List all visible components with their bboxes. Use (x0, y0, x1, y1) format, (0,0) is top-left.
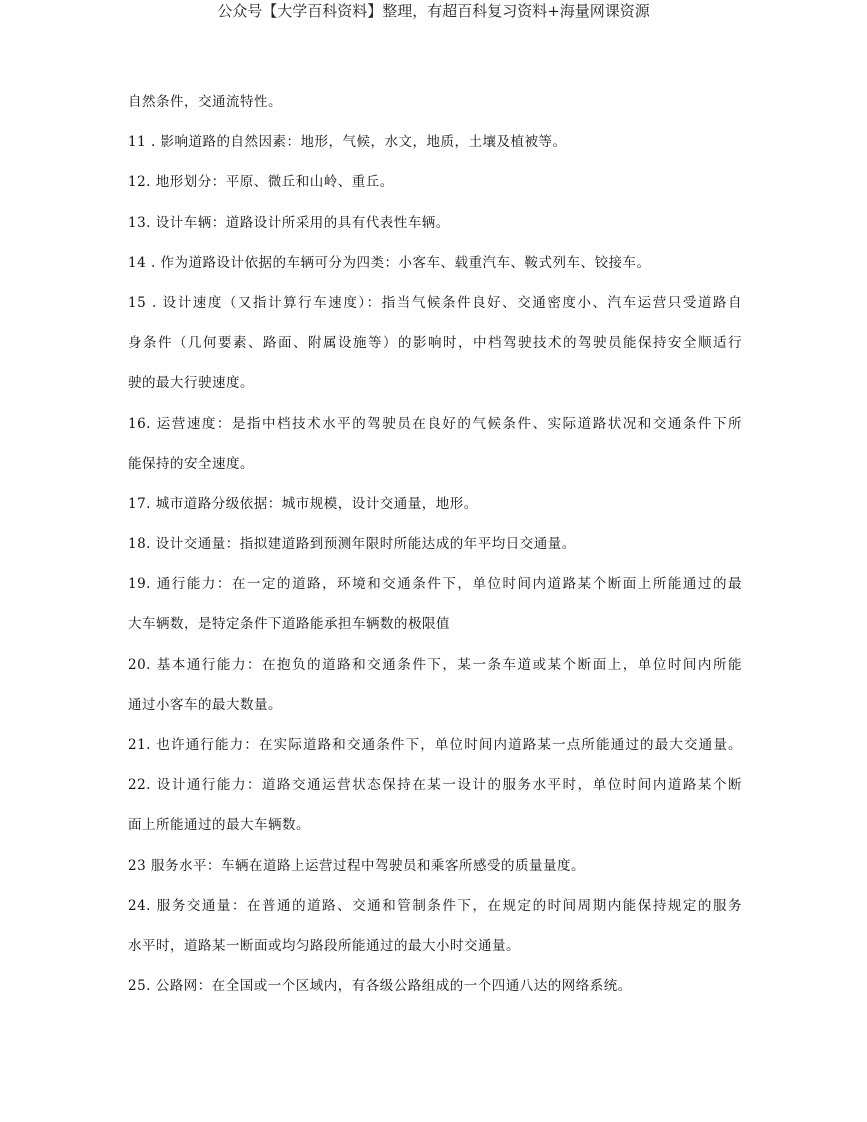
text-line: 身条件（几何要素、路面、附属设施等）的影响时，中档驾驶技术的驾驶员能保持安全顺适行 (128, 335, 742, 352)
text-line: 22. 设计通行能力：道路交通运营状态保持在某一设计的服务水平时，单位时间内道路某个断 (128, 777, 742, 794)
text-line: 11 . 影响道路的自然因素：地形，气候，水文，地质，土壤及植被等。 (128, 134, 567, 151)
text-line: 通过小客车的最大数量。 (128, 696, 282, 713)
text-line: 19. 通行能力：在一定的道路，环境和交通条件下，单位时间内道路某个断面上所能通过的最 (128, 576, 742, 593)
text-line: 能保持的安全速度。 (128, 455, 254, 472)
text-line: 大车辆数，是特定条件下道路能承担车辆数的极限值 (128, 616, 450, 633)
text-line: 面上所能通过的最大车辆数。 (128, 817, 310, 834)
text-line: 15 . 设计速度（又指计算行车速度）：指当气候条件良好、交通密度小、汽车运营只受道路自 (128, 294, 742, 311)
text-line: 20. 基本通行能力：在抱负的道路和交通条件下，某一条车道或某个断面上，单位时间内所能 (128, 656, 742, 673)
page-header: 公众号【大学百科资料】整理，有超百科复习资料+海量网课资源 (217, 2, 650, 20)
text-line: 13. 设计车辆：道路设计所采用的具有代表性车辆。 (128, 214, 450, 231)
text-line: 17. 城市道路分级依据：城市规模，设计交通量，地形。 (128, 495, 478, 512)
document-body (128, 82, 742, 1006)
text-line: 21. 也许通行能力：在实际道路和交通条件下，单位时间内道路某一点所能通过的最大交通量。 (128, 737, 742, 753)
text-line: 24. 服务交通量：在普通的道路、交通和管制条件下，在规定的时间周期内能保持规定的服务 (128, 897, 742, 914)
text-line: 自然条件，交通流特性。 (128, 94, 282, 110)
text-line: 18. 设计交通量：指拟建道路到预测年限时所能达成的年平均日交通量。 (128, 536, 576, 553)
text-line: 12. 地形划分：平原、微丘和山岭、重丘。 (128, 174, 394, 191)
text-line: 14 . 作为道路设计依据的车辆可分为四类：小客车、载重汽车、鞍式列车、铰接车。 (128, 254, 651, 271)
text-line: 16. 运营速度：是指中档技术水平的驾驶员在良好的气候条件、实际道路状况和交通条件下所 (128, 415, 742, 432)
text-line: 23 服务水平：车辆在道路上运营过程中驾驶员和乘客所感受的质量量度。 (128, 857, 585, 874)
text-line: 25. 公路网：在全国或一个区域内，有各级公路组成的一个四通八达的网络系统。 (128, 978, 632, 995)
text-line: 驶的最大行驶速度。 (128, 375, 254, 392)
text-line: 水平时，道路某一断面或均匀路段所能通过的最大小时交通量。 (128, 937, 520, 954)
